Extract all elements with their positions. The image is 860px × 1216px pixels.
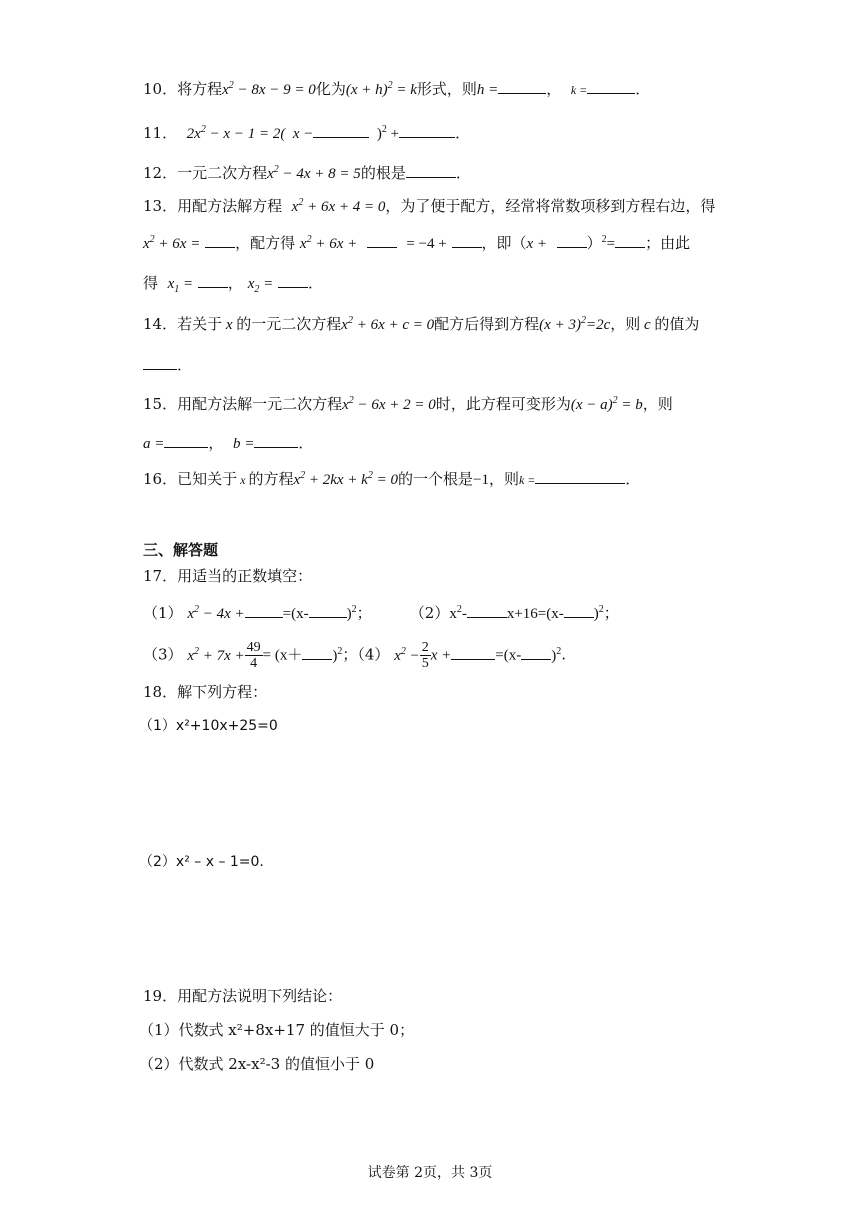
- q14-var-c: c: [640, 317, 655, 333]
- q16-text-1c: 的一个根是: [397, 470, 473, 488]
- q17-p1-blank-2[interactable]: [309, 602, 347, 618]
- question-18: [143, 682, 267, 702]
- question-15: [143, 394, 673, 415]
- q14-text-1c: 配方后得到方程: [434, 315, 540, 333]
- question-12: [143, 162, 471, 184]
- q14-end: ．: [177, 356, 193, 374]
- q13-text-2c: ）: [586, 234, 602, 252]
- q19-number: 19．: [143, 987, 178, 1005]
- q10-form: $(x + h)^2 = k$: [345, 80, 417, 98]
- q17-p4-expr: $x^2$ −: [394, 645, 420, 664]
- q17-p2-close: )$^2$: [593, 604, 604, 622]
- q10-equation: $x^2 - 8x - 9 = 0$: [222, 80, 316, 98]
- q11-equation-mid: )$^2$ +: [369, 124, 400, 142]
- q14-number: 14．: [143, 315, 178, 333]
- q17-p2-semi: ；: [603, 604, 619, 622]
- q17-p2-blank-2[interactable]: [564, 602, 594, 618]
- q19-part-1: （1）代数式 x²+8x+17 的值恒大于 0；: [139, 1021, 415, 1039]
- q17-p1-rhs: =(x-: [282, 606, 309, 622]
- q13-blank-1[interactable]: [205, 232, 235, 248]
- q17-p3-close: )$^2$: [332, 645, 343, 664]
- q17-p1-label: （1）: [143, 604, 183, 622]
- q13-text-3b: ，: [227, 274, 243, 292]
- q17-p2-x: $x^2-$: [449, 604, 467, 622]
- q12-text-pre: 一元二次方程: [177, 164, 268, 182]
- q17-p4-rhs: =(x-: [495, 647, 522, 664]
- q16-text-1b: 的方程: [248, 470, 294, 488]
- q13-text-1b: ，为了便于配方，经常将常数项移到方程右边，得: [385, 197, 716, 215]
- q16-number: 16．: [143, 470, 178, 488]
- q17-p3-fraction: $\frac{49}{4}$: [246, 640, 261, 671]
- q16-root: −1: [472, 472, 489, 488]
- question-16: [143, 468, 640, 490]
- question-15-line-2: [143, 432, 313, 454]
- q10-k-label: k =: [570, 83, 588, 97]
- q13-text-1a: 用配方法解方程: [177, 197, 283, 215]
- q16-var-x: x: [237, 473, 249, 487]
- q11-blank-2[interactable]: [399, 122, 455, 138]
- section-title: 三、解答题: [143, 541, 219, 559]
- q10-text-pre: 将方程: [177, 80, 223, 98]
- q13-equation: $x^2 + 6x + 4 = 0$: [291, 197, 386, 215]
- q12-blank[interactable]: [406, 162, 456, 178]
- q13-text-3a: 得: [143, 274, 159, 292]
- question-14: [143, 314, 699, 335]
- q17-p2-label: （2）: [409, 604, 450, 622]
- q13-number: 13．: [143, 197, 178, 215]
- q17-p4-fraction: $\frac{2}{5}$: [421, 640, 429, 671]
- q10-sep: ，: [546, 80, 562, 98]
- question-13: [143, 196, 715, 217]
- q10-k-blank[interactable]: [587, 78, 635, 94]
- q17-p1-close: )$^2$: [346, 604, 357, 622]
- q14-blank[interactable]: [143, 354, 177, 370]
- q13-eq-rhs: = −4 +: [406, 236, 447, 252]
- question-17-row-2: [143, 640, 566, 671]
- q17-p3-semi: ；: [342, 645, 358, 664]
- q17-p4-x: x +: [430, 647, 452, 664]
- q15-b-blank[interactable]: [254, 432, 298, 448]
- question-13-line-3: [143, 272, 323, 294]
- q10-text-mid: 化为: [315, 80, 346, 98]
- q19-part-2: （2）代数式 2x-x²-3 的值恒小于 0: [139, 1055, 375, 1073]
- q14-text-1b: 的一元二次方程: [236, 315, 342, 333]
- q15-a-blank[interactable]: [164, 432, 208, 448]
- q13-eq-moved: $x^2 + 6x$ =: [143, 234, 201, 252]
- q13-blank-5[interactable]: [615, 232, 645, 248]
- q17-p4-label: （4）: [357, 645, 390, 664]
- q17-p3-label: （3）: [143, 645, 183, 664]
- q17-p3-rhs: = (x＋: [262, 647, 303, 664]
- q16-blank[interactable]: [535, 468, 625, 484]
- q18-title: 解下列方程：: [177, 683, 268, 701]
- q18-part-1: （1）x²+10x+25=0: [139, 718, 278, 734]
- q17-p4-close: )$^2$: [551, 645, 562, 664]
- q13-blank-3[interactable]: [452, 232, 482, 248]
- q15-text-1b: 时，此方程可变形为: [435, 395, 571, 413]
- q12-end: ．: [455, 164, 471, 182]
- q14-equation: $x^2 + 6x + c = 0$: [341, 315, 435, 333]
- q17-p3-blank[interactable]: [302, 644, 332, 660]
- q13-blank-4[interactable]: [557, 232, 587, 248]
- q12-equation: $x^2 - 4x + 8 = 5$: [267, 164, 361, 182]
- q15-equation: $x^2 - 6x + 2 = 0$: [342, 395, 436, 413]
- q17-p2-blank-1[interactable]: [467, 602, 507, 618]
- q14-var-x: x: [222, 317, 237, 333]
- q14-text-1a: 若关于: [177, 315, 223, 333]
- q15-b-label: b =: [232, 436, 255, 452]
- q16-end: ．: [625, 470, 641, 488]
- question-17-row-1: [143, 602, 619, 624]
- q17-number: 17．: [143, 567, 178, 585]
- q17-p1-semi: ；: [356, 604, 372, 622]
- question-19: [143, 986, 342, 1006]
- q12-text-post: 的根是: [360, 164, 406, 182]
- q17-p4-blank-1[interactable]: [451, 644, 495, 660]
- q13-text-2d: ；由此: [645, 234, 691, 252]
- q13-text-2b: ，即（: [481, 234, 527, 252]
- q13-blank-2[interactable]: [367, 232, 397, 248]
- q10-h-label: h =: [476, 82, 499, 98]
- q16-text-1d: ，则: [488, 470, 519, 488]
- q13-text-3c: ．: [308, 274, 324, 292]
- q10-end: ．: [635, 80, 651, 98]
- q13-eq-complete: $x^2 + 6x$ +: [299, 234, 358, 252]
- q16-text-1a: 已知关于: [177, 470, 238, 488]
- q13-eq-square: $^2$=: [601, 234, 616, 252]
- q13-x2-blank[interactable]: [278, 272, 308, 288]
- page-footer: 试卷第 2页，共 3页: [367, 1165, 493, 1181]
- question-17: [143, 566, 312, 586]
- q15-text-1a: 用配方法解一元二次方程: [177, 395, 343, 413]
- q15-end: ．: [298, 434, 314, 452]
- q12-number: 12．: [143, 164, 178, 182]
- question-11: [143, 122, 470, 144]
- q10-h-blank[interactable]: [498, 78, 546, 94]
- q14-text-1e: 的值为: [654, 315, 700, 333]
- q14-completed: $(x + 3)^2=2c$: [539, 315, 611, 333]
- q15-number: 15．: [143, 395, 178, 413]
- q16-equation: $x^2 + 2kx + k^2 = 0$: [293, 470, 398, 488]
- q19-title: 用配方法说明下列结论：: [177, 987, 343, 1005]
- q15-form: $(x - a)^2 = b$: [570, 395, 643, 413]
- q18-number: 18．: [143, 683, 178, 701]
- q10-number: 10．: [143, 80, 178, 98]
- question-14-line-2: [143, 354, 192, 375]
- q11-equation-left: $2x^2 - x - 1 = 2$( x −: [186, 124, 314, 142]
- q11-number: 11．: [143, 124, 178, 142]
- q13-x1-label: $x_1$ =: [167, 276, 194, 295]
- question-13-line-2: [143, 232, 690, 254]
- q13-eq-x-plus: x +: [526, 236, 548, 252]
- q17-p3-expr: $x^2 + 7x$ +: [187, 645, 245, 664]
- q17-p1-blank-1[interactable]: [245, 602, 283, 618]
- q13-text-2a: ，配方得: [235, 234, 296, 252]
- q15-sep: ，: [208, 434, 224, 452]
- q17-p4-blank-2[interactable]: [521, 644, 551, 660]
- q10-text-post: 形式，则: [416, 80, 477, 98]
- q15-a-label: a =: [143, 436, 165, 452]
- question-10: [143, 78, 650, 100]
- q17-p1-expr: $x^2 - 4x$ +: [187, 604, 245, 622]
- q11-end: ．: [455, 124, 471, 142]
- q18-part-2: （2）x² – x – 1=0.: [139, 854, 264, 870]
- q13-x2-label: $x_2$ =: [247, 276, 274, 295]
- q17-title: 用适当的正数填空：: [177, 567, 313, 585]
- q11-blank-1[interactable]: [313, 122, 369, 138]
- q13-x1-blank[interactable]: [198, 272, 228, 288]
- q16-k-label: k =: [518, 473, 536, 487]
- q15-text-1c: ，则: [642, 395, 673, 413]
- q14-text-1d: ，则: [610, 315, 641, 333]
- q17-p2-mid: x+16=(x-: [506, 606, 564, 622]
- q17-end: .: [561, 645, 567, 664]
